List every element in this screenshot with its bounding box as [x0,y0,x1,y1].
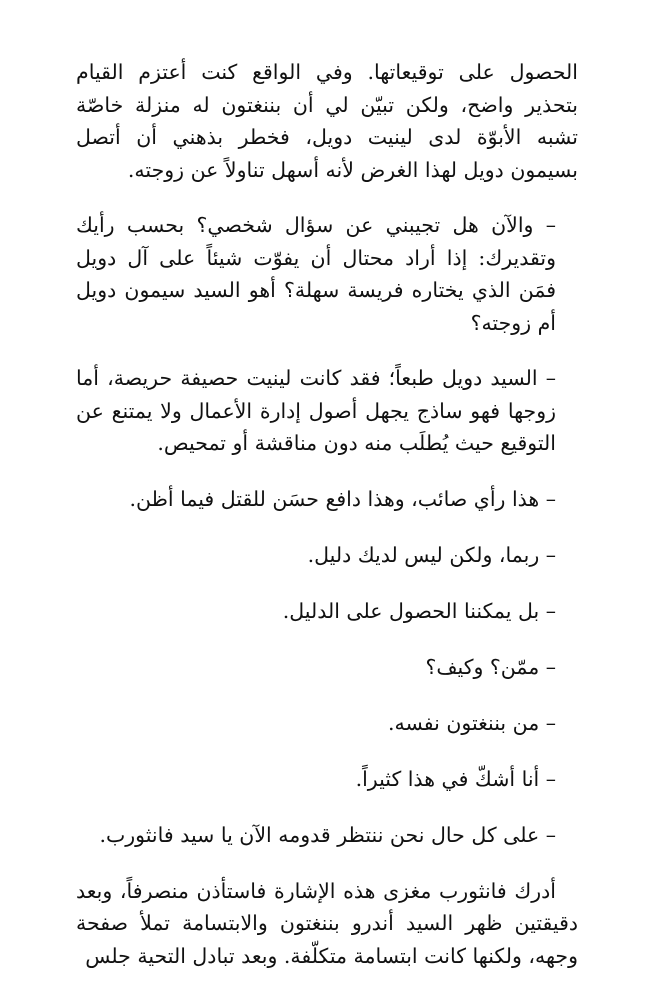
book-page [76,56,578,995]
paragraph-narrative-2: أدرك فانثورب مغزى هذه الإشارة فاستأذن منصرفاً، وبعد دقيقتين ظهر السيد أندرو بننغتون والابتسامة تملأ صفحة وجهه، ولكنها كانت ابتسامة متكلّفة. وبعد تبادل التحية جلس [76,878,578,968]
paragraph-narrative-1: الحصول على توقيعاتها. وفي الواقع كنت أعتزم القيام بتحذير واضح، ولكن تبيّن لي أن بننغتون له منزلة خاصّة تشبه الأبوّة لدى لينيت دويل، فخطر بذهني أن أتصل بسيمون دويل لهذا الغرض لأنه أسهل تناولاً عن زوجته. [76,60,578,182]
dialogue-question-who-is-easy-prey: – والآن هل تجيبني عن سؤال شخصي؟ بحسب رأيك وتقديرك: إذا أراد محتال أن يفوّت شيئاً على آل دويل فمَن الذي يختاره فريسة سهلة؟ أهو السيد سيمون دويل أم زوجته؟ [76,213,556,335]
dialogue-line-no-evidence: – ربما، ولكن ليس لديك دليل. [307,542,556,567]
dialogue-line-sound-opinion: – هذا رأي صائب، وهذا دافع حسَن للقتل فيما أظن. [129,486,556,511]
dialogue-line-from-whom-how: – ممّن؟ وكيف؟ [425,654,556,679]
dialogue-answer-mr-doyle: – السيد دويل طبعاً؛ فقد كانت لينيت حصيفة حريصة، أما زوجها فهو ساذج يجهل أصول إدارة الأعمال ولا يمتنع عن التوقيع حيث يُطلَب منه دون مناقشة أو تمحيص. [76,366,556,455]
dialogue-line-from-pennington: – من بننغتون نفسه. [387,710,556,735]
dialogue-line-doubt: – أنا أشكّ في هذا كثيراً. [355,766,556,791]
dialogue-line-can-get-evidence: – بل يمكننا الحصول على الدليل. [282,598,556,623]
dialogue-line-waiting-arrival: – على كل حال نحن ننتظر قدومه الآن يا سيد فانثورب. [99,822,556,847]
